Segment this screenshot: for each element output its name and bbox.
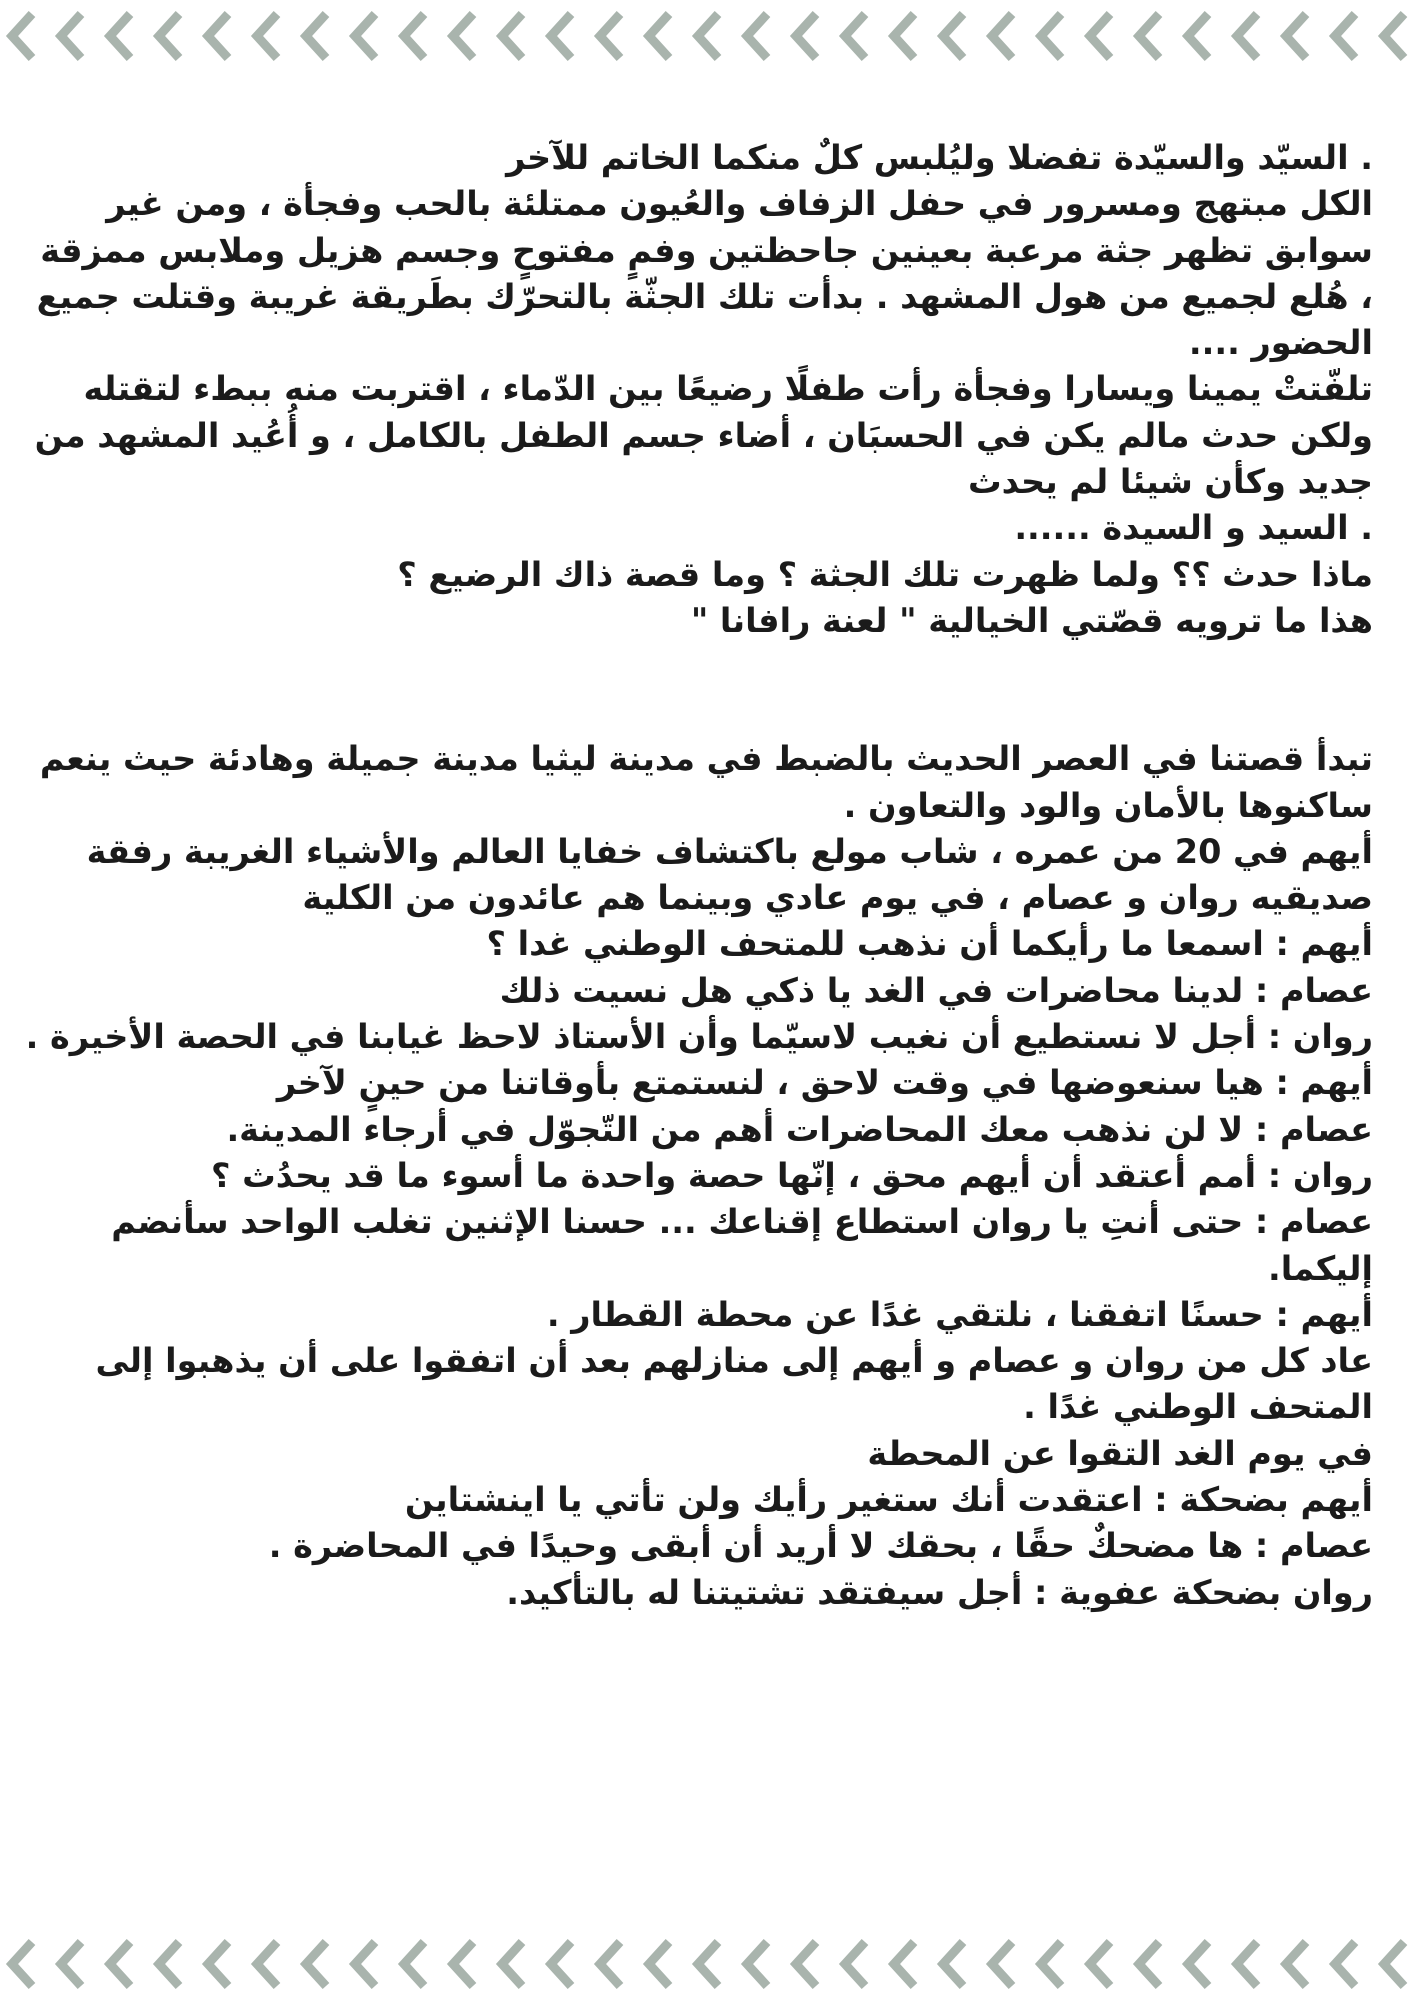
story-line: عصام : حتى أنتِ يا روان استطاع إقناعك ... حسنا الإثنين تغلب الواحد سأنضم إليكما. [111,1202,1373,1288]
chevron-icon [404,1942,424,1986]
chevron-icon [1188,1942,1208,1986]
chevron-icon [453,1942,473,1986]
chevron-icon [257,1942,277,1986]
story-section [18,736,1373,1616]
intro-line: ماذا حدث ؟؟ ولما ظهرت تلك الجثة ؟ وما قصة ذاك الرضيع ؟ [397,554,1373,594]
chevron-icon [208,14,228,58]
chevron-icon [355,14,375,58]
intro-line: . السيّد والسيّدة تفضلا وليُلبس كلٌ منكما الخاتم للآخر [506,138,1373,177]
chevron-icon [943,1942,963,1986]
chevron-icon [894,1942,914,1986]
story-page [18,135,1373,1616]
story-line: في يوم الغد التقوا عن المحطة [867,1433,1373,1473]
chevron-icon [208,1942,228,1986]
chevron-icon [1041,14,1061,58]
chevron-icon [1237,14,1257,58]
section-spacer [18,644,1373,736]
chevron-icon [1335,14,1355,58]
chevron-icon [1188,14,1208,58]
story-line: تبدأ قصتنا في العصر الحديث بالضبط في مدينة ليثيا مدينة جميلة وهادئة حيث ينعم ساكنوها بالأمان والود والتعاون . [39,739,1373,825]
chevron-icon [159,14,179,58]
top-chevron-border [0,0,1414,72]
chevron-icon [110,1942,130,1986]
chevron-pattern-top-icon [0,0,1414,72]
chevron-icon [306,14,326,58]
story-line: عصام : ها مضحكٌ حقًا ، بحقك لا أريد أن أبقى وحيدًا في المحاضرة . [268,1526,1373,1566]
chevron-icon [1384,1942,1404,1986]
chevron-icon [600,14,620,58]
intro-line: تلفّتتْ يمينا ويسارا وفجأة رأت طفلًا رضيعًا بين الدّماء ، اقتربت منه ببطء لتقتله ولكن حدث مالم يكن في الحسبَان ، أضاء جسم الطفل بالكامل ، و أُعُيد المشهد من جديد وكأن شيئا لم يحدث [34,369,1373,502]
chevron-icon [1090,1942,1110,1986]
chevron-icon [992,1942,1012,1986]
intro-line: هذا ما ترويه قصّتي الخيالية " لعنة رافانا " [690,600,1373,640]
story-line: عصام : لا لن نذهب معك المحاضرات أهم من التّجوّل في أرجاء المدينة. [226,1109,1373,1149]
chevron-icon [649,14,669,58]
story-line: روان بضحكة عفوية : أجل سيفتقد تشتيتنا له بالتأكيد. [506,1572,1373,1612]
story-line: أيهم : هيا سنعوضها في وقت لاحق ، لنستمتع بأوقاتنا من حينٍ لآخر [276,1063,1373,1103]
chevron-icon [306,1942,326,1986]
chevron-icon [61,14,81,58]
story-line: أيهم : حسنًا اتفقنا ، نلتقي غدًا عن محطة القطار . [546,1294,1373,1334]
story-line: أيهم في 20 من عمره ، شاب مولع باكتشاف خفايا العالم والأشياء الغريبة رفقة صديقيه روان و عصام ، في يوم عادي وبينما هم عائدون من الكلية [86,831,1373,918]
chevron-icon [110,14,130,58]
story-line: أيهم بضحكة : اعتقدت أنك ستغير رأيك ولن تأتي يا اينشتاين [404,1480,1373,1520]
chevron-icon [796,1942,816,1986]
story-line: روان : أمم أعتقد أن أيهم محق ، إنّها حصة واحدة ما أسوء ما قد يحدُث ؟ [211,1155,1373,1195]
chevron-icon [845,1942,865,1986]
chevron-icon [1237,1942,1257,1986]
chevron-icon [698,14,718,58]
chevron-icon [551,14,571,58]
chevron-icon [1139,1942,1159,1986]
chevron-icon [1384,14,1404,58]
bottom-chevron-border [0,1928,1414,2000]
chevron-icon [453,14,473,58]
story-line: أيهم : اسمعا ما رأيكما أن نذهب للمتحف الوطني غدا ؟ [486,924,1373,964]
chevron-icon [992,14,1012,58]
chevron-icon [551,1942,571,1986]
intro-line: . السيد و السيدة ...... [1014,508,1373,548]
chevron-icon [796,14,816,58]
chevron-icon [1335,1942,1355,1986]
chevron-icon [747,14,767,58]
chevron-icon [698,1942,718,1986]
chevron-icon [502,14,522,58]
chevron-icon [1286,14,1306,58]
intro-section [18,135,1373,644]
chevron-icon [1041,1942,1061,1986]
story-line: عاد كل من روان و عصام و أيهم إلى منازلهم بعد أن اتفقوا على أن يذهبوا إلى المتحف الوطني غدًا . [95,1341,1373,1427]
story-line: عصام : لدينا محاضرات في الغد يا ذكي هل نسيت ذلك [499,970,1373,1010]
chevron-icon [159,1942,179,1986]
chevron-icon [600,1942,620,1986]
chevron-icon [1139,14,1159,58]
chevron-icon [12,1942,32,1986]
chevron-icon [1286,1942,1306,1986]
chevron-icon [943,14,963,58]
intro-line: الكل مبتهج ومسرور في حفل الزفاف والعُيون ممتلئة بالحب وفجأة ، ومن غير سوابق تظهر جثة مرعبة بعينين جاحظتين وفمٍ مفتوحٍ وجسم هزيل وملابس ممزقة ، هُلع لجميع من هول المشهد . بدأت تلك الجثّة بالتحرّك بطَريقة غريبة وقتلت جميع الحضور .... [36,184,1373,363]
chevron-icon [355,1942,375,1986]
chevron-icon [61,1942,81,1986]
chevron-icon [12,14,32,58]
chevron-icon [1090,14,1110,58]
chevron-icon [502,1942,522,1986]
chevron-icon [404,14,424,58]
story-line: روان : أجل لا نستطيع أن نغيب لاسيّما وأن الأستاذ لاحظ غيابنا في الحصة الأخيرة . [25,1017,1373,1057]
chevron-pattern-bottom-icon [0,1928,1414,2000]
chevron-icon [747,1942,767,1986]
chevron-icon [894,14,914,58]
chevron-icon [257,14,277,58]
chevron-icon [649,1942,669,1986]
chevron-icon [845,14,865,58]
